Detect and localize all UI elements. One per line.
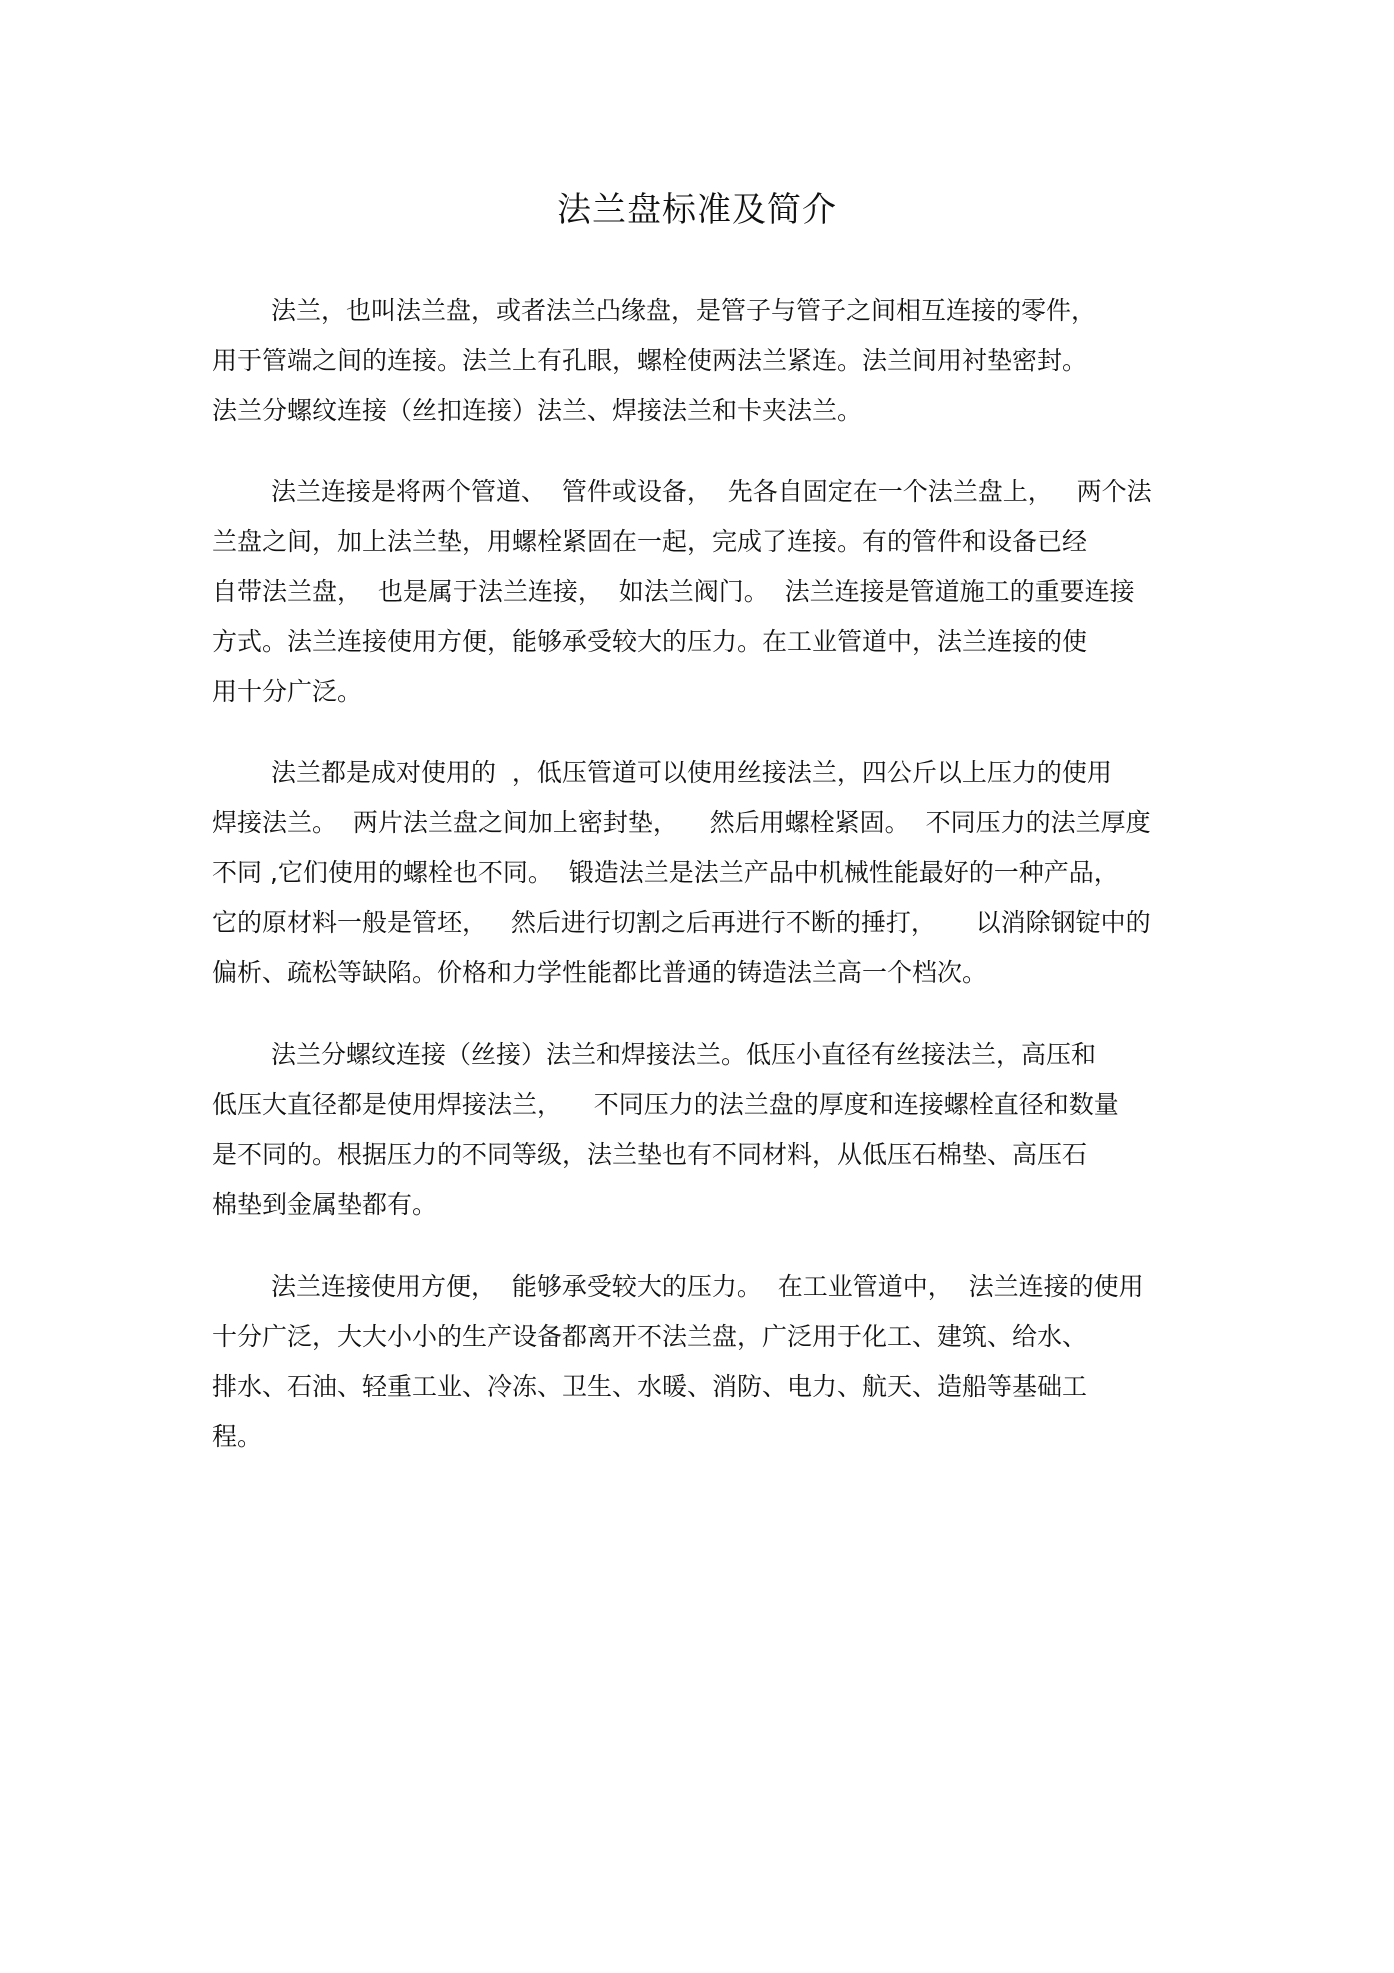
paragraph-2: [212, 467, 1202, 717]
text-line: 法兰连接使用方便， 能够承受较大的压力。 在工业管道中， 法兰连接的使用: [271, 1272, 1144, 1301]
document-title: 法兰盘标准及简介: [557, 190, 837, 230]
text-line: 焊接法兰。 两片法兰盘之间加上密封垫， 然后用螺栓紧固。 不同压力的法兰厚度: [212, 808, 1151, 837]
text-line: 自带法兰盘， 也是属于法兰连接， 如法兰阀门。 法兰连接是管道施工的重要连接: [212, 577, 1135, 606]
text-line: 棉垫到金属垫都有。: [212, 1190, 438, 1219]
text-line: 它的原材料一般是管坯， 然后进行切割之后再进行不断的捶打， 以消除钢锭中的: [212, 908, 1151, 937]
text-line: 不同 ,它们使用的螺栓也不同。 锻造法兰是法兰产品中机械性能最好的一种产品，: [212, 858, 1119, 887]
text-line: 法兰分螺纹连接（丝接）法兰和焊接法兰。低压小直径有丝接法兰，高压和: [271, 1040, 1097, 1069]
text-line: 法兰分螺纹连接（丝扣连接）法兰、焊接法兰和卡夹法兰。: [212, 396, 863, 425]
paragraph-5: [212, 1262, 1202, 1462]
paragraph-3: [212, 748, 1202, 998]
text-line: 程。: [212, 1422, 263, 1451]
text-line: 兰盘之间，加上法兰垫，用螺栓紧固在一起，完成了连接。有的管件和设备已经: [212, 527, 1088, 556]
text-line: 排水、石油、轻重工业、冷冻、卫生、水暖、消防、电力、航天、造船等基础工: [212, 1372, 1088, 1401]
text-line: 用十分广泛。: [212, 677, 363, 706]
text-line: 用于管端之间的连接。法兰上有孔眼，螺栓使两法兰紧连。法兰间用衬垫密封。: [212, 346, 1088, 375]
paragraph-4: [212, 1030, 1202, 1230]
text-line: 低压大直径都是使用焊接法兰， 不同压力的法兰盘的厚度和连接螺栓直径和数量: [212, 1090, 1119, 1119]
text-line: 法兰，也叫法兰盘，或者法兰凸缘盘，是管子与管子之间相互连接的零件，: [271, 296, 1097, 325]
text-line: 是不同的。根据压力的不同等级，法兰垫也有不同材料，从低压石棉垫、高压石: [212, 1140, 1088, 1169]
paragraph-1: [212, 286, 1202, 436]
text-line: 十分广泛，大大小小的生产设备都离开不法兰盘，广泛用于化工、建筑、给水、: [212, 1322, 1088, 1351]
text-line: 法兰连接是将两个管道、 管件或设备， 先各自固定在一个法兰盘上， 两个法: [271, 477, 1152, 506]
text-line: 方式。法兰连接使用方便，能够承受较大的压力。在工业管道中，法兰连接的使: [212, 627, 1088, 656]
text-line: 偏析、疏松等缺陷。价格和力学性能都比普通的铸造法兰高一个档次。: [212, 958, 988, 987]
text-line: 法兰都是成对使用的 ，低压管道可以使用丝接法兰，四公斤以上压力的使用: [271, 758, 1112, 787]
